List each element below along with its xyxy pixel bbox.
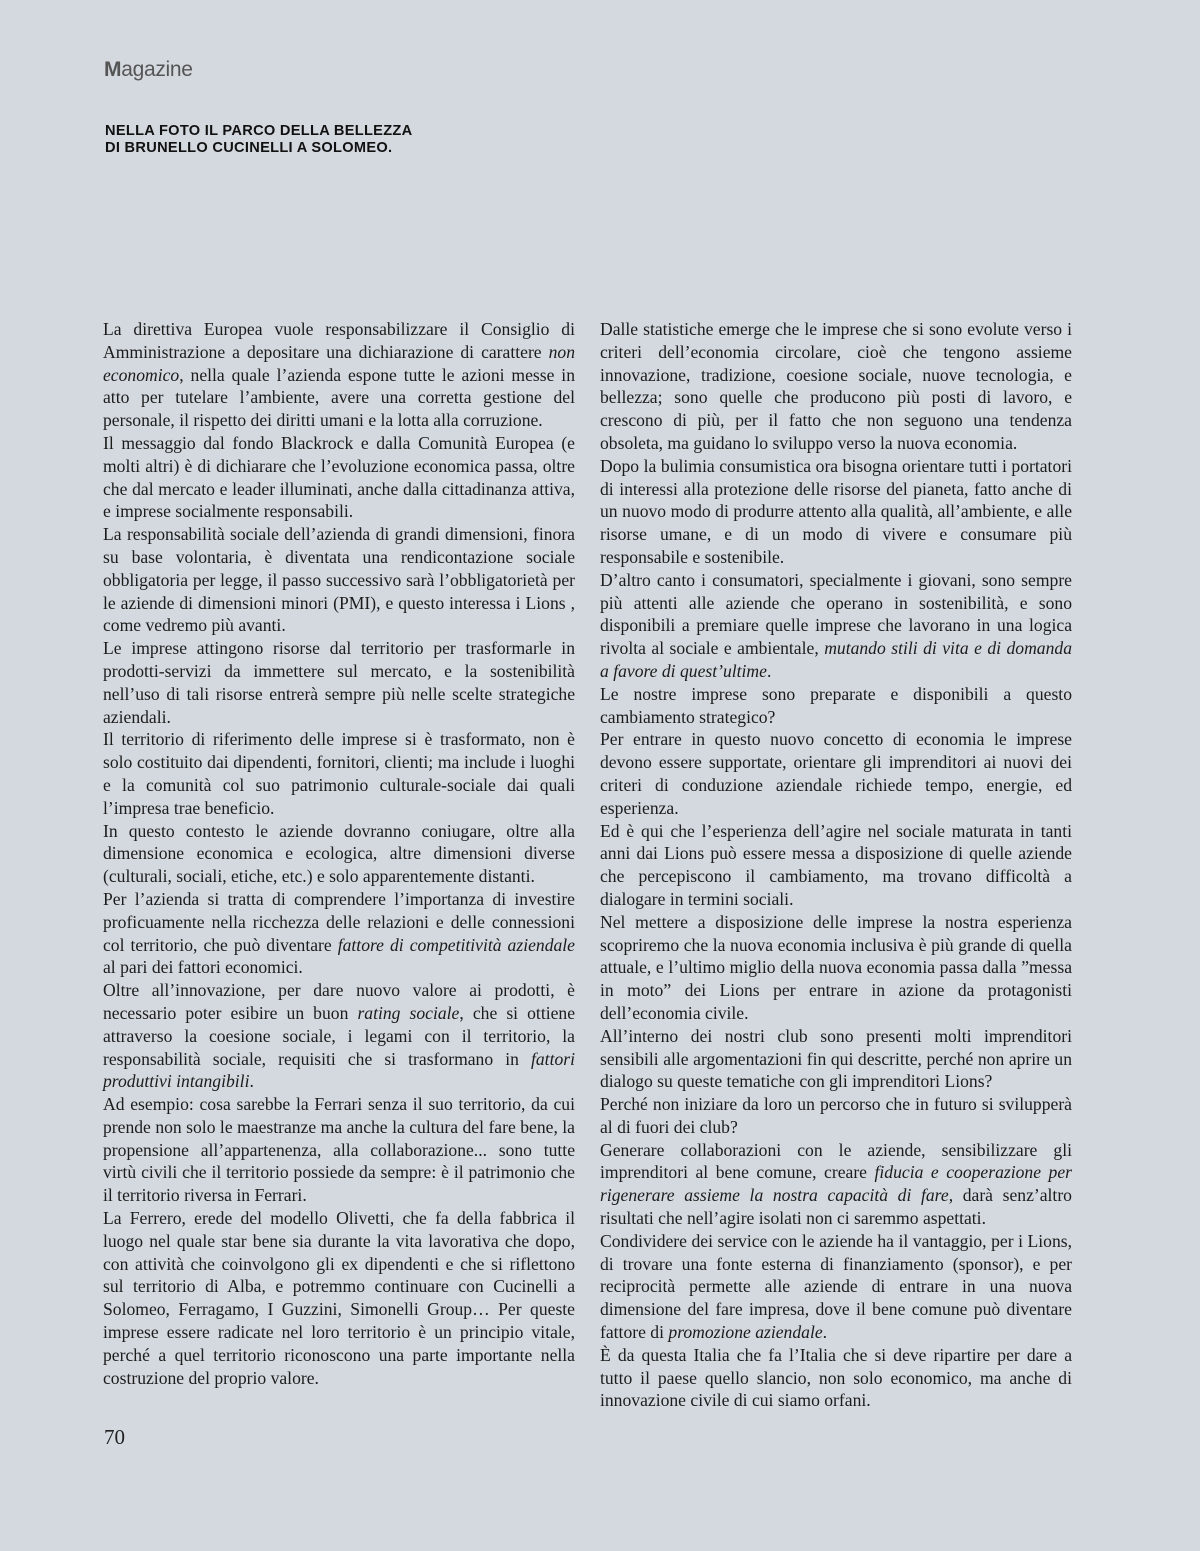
paragraph <box>103 318 575 432</box>
italic-text: non economico <box>103 341 575 385</box>
text-run: , nella quale l’azienda espone tutte le azioni messe in atto per tutelare l’ambiente, avere una corretta gestione del personale, il rispetto dei diritti umani e la lotta alla corruzione. <box>103 364 575 431</box>
magazine-header <box>104 58 193 82</box>
text-run: Ed è qui che l’esperienza dell’agire nel sociale maturata in tanti anni dai Lions può essere messa a disposizione di quelle aziende che percepiscono il cambiamento, ma trovano difficoltà a dialogare in termini sociali. <box>600 820 1072 909</box>
italic-text: fattori produttivi intangibili <box>103 1048 575 1092</box>
paragraph <box>103 523 575 637</box>
paragraph <box>600 683 1072 729</box>
photo-caption <box>105 123 412 157</box>
paragraph <box>600 569 1072 683</box>
text-run: Dopo la bulimia consumistica ora bisogna orientare tutti i portatori di interessi alla protezione delle risorse del pianeta, fatto anche di un nuovo modo di produrre attento alla qualità, all’ambiente, e alle risorse umane, e di un modo di vivere e consumare più responsabile e sostenibile. <box>600 455 1072 567</box>
text-run: È da questa Italia che fa l’Italia che si deve ripartire per dare a tutto il paese quello slancio, non solo economico, ma anche di innovazione civile di cui siamo orfani. <box>600 1344 1072 1411</box>
italic-text: fattore di competitività aziendale <box>337 934 575 955</box>
text-run: La responsabilità sociale dell’azienda di grandi dimensioni, finora su base volontaria, è diventata una rendicontazione sociale obbligatoria per legge, il passo successivo sarà l’obbligatorietà per le aziende di dimensioni minori (PMI), e questo interessa i Lions , come vedremo più avanti. <box>103 524 575 636</box>
paragraph <box>600 1025 1072 1093</box>
text-run: Oltre all’innovazione, per dare nuovo valore ai prodotti, è necessario poter esibire un buon <box>103 980 575 1023</box>
paragraph <box>103 820 575 888</box>
text-run: Il messaggio dal fondo Blackrock e dalla Comunità Europea (e molti altri) è di dichiarare che l’evoluzione economica passa, oltre che dal mercato e leader illuminati, anche dalla cittadinanza attiva, e imprese socialmente responsabili. <box>103 432 575 522</box>
text-run: , darà senz’altro risultati che nell’agire isolati non ci saremmo aspettati. <box>600 1185 1072 1229</box>
paragraph <box>103 1207 575 1389</box>
text-run: Perché non iniziare da loro un percorso che in futuro si svilupperà al di fuori dei club? <box>600 1094 1072 1137</box>
paragraph <box>600 728 1072 819</box>
text-run: . <box>822 1322 828 1343</box>
text-run: Il territorio di riferimento delle imprese si è trasformato, non è solo costituito dai dipendenti, fornitori, clienti; ma include i luoghi e la comunità col suo patrimonio culturale-sociale dai quali l’impresa trae beneficio. <box>103 729 575 818</box>
paragraph <box>103 1093 575 1207</box>
paragraph <box>600 1139 1072 1230</box>
paragraph <box>103 728 575 819</box>
text-run: al pari dei fattori economici. <box>103 957 303 978</box>
caption-line-1: NELLA FOTO IL PARCO DELLA BELLEZZA <box>105 123 413 139</box>
article-column-right <box>600 318 1072 1412</box>
paragraph <box>600 820 1072 911</box>
page-number: 70 <box>104 1425 125 1449</box>
text-run: , che si ottiene attraverso la coesione sociale, i legami con il territorio, la responsabilità sociale, requisiti che si trasformano in <box>103 1002 576 1069</box>
text-run: Per l’azienda si tratta di comprendere l’importanza di investire proficuamente nella ricchezza delle relazioni e delle connessioni col territorio, che può diventare <box>103 888 575 955</box>
paragraph <box>600 455 1072 569</box>
paragraph <box>600 318 1072 455</box>
paragraph <box>600 1344 1072 1412</box>
text-run: In questo contesto le aziende dovranno coniugare, oltre alla dimensione economica e ecologica, altre dimensioni diverse (culturali, sociali, etiche, etc.) e solo apparentemente distanti. <box>103 820 575 887</box>
text-run: . <box>249 1071 254 1092</box>
header-initial: M <box>104 58 122 81</box>
text-run: D’altro canto i consumatori, specialmente i giovani, sono sempre più attenti alle aziende che operano in sostenibilità, e sono disponibili a premiare quelle imprese che lavorano in una logica rivolta al sociale e ambientale, <box>600 569 1072 659</box>
text-run: All’interno dei nostri club sono presenti molti imprenditori sensibili alle argomentazioni fin qui descritte, perché non aprire un dialogo su queste tematiche con gli imprenditori Lions? <box>600 1025 1072 1092</box>
paragraph <box>103 637 575 728</box>
italic-text: mutando stili di vita e di domanda a favore di quest’ultime <box>600 638 1072 681</box>
paragraph <box>103 979 575 1093</box>
italic-text: rating sociale <box>357 1002 460 1023</box>
caption-line-2: DI BRUNELLO CUCINELLI A SOLOMEO. <box>105 140 393 156</box>
italic-text: fiducia e cooperazione per rigenerare assieme la nostra capacità di fare <box>600 1162 1072 1206</box>
paragraph <box>103 432 575 523</box>
text-run: Le nostre imprese sono preparate e disponibili a questo cambiamento strategico? <box>600 683 1072 727</box>
text-run: Generare collaborazioni con le aziende, sensibilizzare gli imprenditori al bene comune, creare <box>600 1139 1072 1183</box>
text-run: . <box>766 660 772 681</box>
header-rest: agazine <box>121 58 193 81</box>
text-run: La direttiva Europea vuole responsabilizzare il Consiglio di Amministrazione a depositare una dichiarazione di carattere <box>103 319 575 362</box>
paragraph <box>600 911 1072 1025</box>
text-run: Le imprese attingono risorse dal territorio per trasformarle in prodotti-servizi da immettere sul mercato, e la sostenibilità nell’uso di tali risorse entrerà sempre più nelle scelte strategiche aziendali. <box>103 638 575 727</box>
italic-text: promozione aziendale <box>668 1322 823 1343</box>
article-column-left <box>103 318 575 1389</box>
text-run: Per entrare in questo nuovo concetto di economia le imprese devono essere supportate, orientare gli imprenditori ai nuovi dei criteri di conduzione aziendale richiede tempo, energie, ed esperienza. <box>600 729 1072 818</box>
paragraph <box>600 1093 1072 1139</box>
text-run: La Ferrero, erede del modello Olivetti, che fa della fabbrica il luogo nel quale star bene sia durante la vita lavorativa che dopo, con attività che coinvolgono gli ex dipendenti e che si riflettono sul territorio di Alba, e potremmo continuare con Cucinelli a Solomeo, Ferragamo, I Guzzini, Simonelli Group… Per queste imprese essere radicate nel loro territorio è un principio vitale, perché a quel territorio riconoscono una parte importante nella costruzione del proprio valore. <box>103 1208 575 1388</box>
text-run: Ad esempio: cosa sarebbe la Ferrari senza il suo territorio, da cui prende non solo le maestranze ma anche la cultura del fare bene, la propensione all’appartenenza, alla collaborazione... sono tutte virtù civili che il territorio possiede da sempre: è il patrimonio che il territorio riversa in Ferrari. <box>103 1094 575 1206</box>
text-run: Nel mettere a disposizione delle imprese la nostra esperienza scopriremo che la nuova economia inclusiva è più grande di quella attuale, e l’ultimo miglio della nuova economia passa dalla ”messa in moto” dei Lions per entrare in azione da protagonisti dell’economia civile. <box>600 911 1072 1023</box>
paragraph <box>103 888 575 979</box>
text-run: Condividere dei service con le aziende ha il vantaggio, per i Lions, di trovare una fonte esterna di finanziamento (sponsor), e per reciprocità permette alle aziende di entrare in una nuova dimensione del fare impresa, dove il bene comune può diventare fattore di <box>600 1230 1072 1343</box>
paragraph <box>600 1230 1072 1344</box>
text-run: Dalle statistiche emerge che le imprese che si sono evolute verso i criteri dell’economia circolare, cioè che tengono assieme innovazione, tradizione, coesione sociale, nuove tecnologia, e bellezza; sono quelle che producono più posti di lavoro, e crescono di più, per il fatto che non seguono una tendenza obsoleta, ma guidano lo sviluppo verso la nuova economia. <box>600 319 1072 453</box>
